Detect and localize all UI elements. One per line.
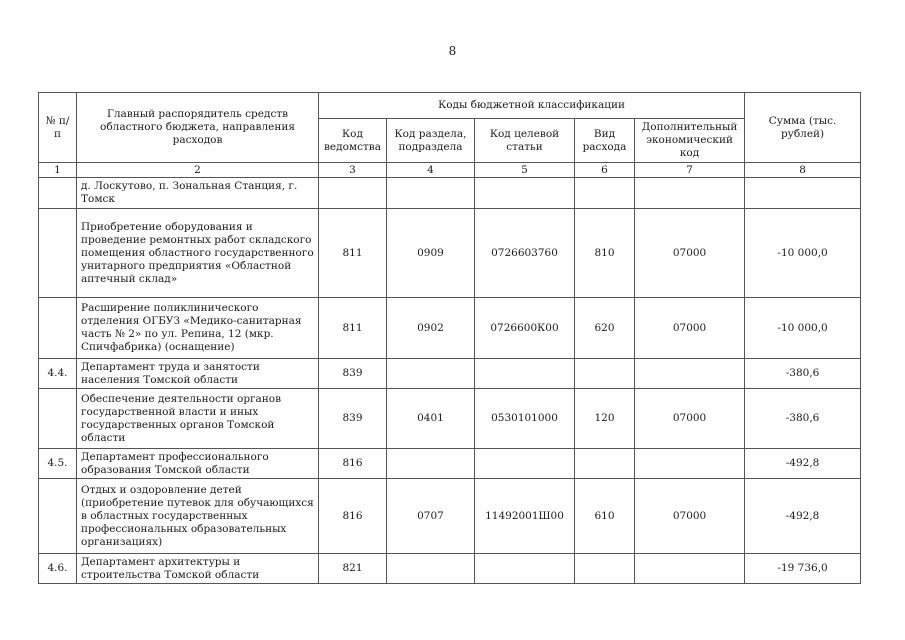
row-extra <box>635 554 745 584</box>
row-num <box>39 178 77 209</box>
col-number: 2 <box>77 163 319 178</box>
row-section <box>387 359 475 389</box>
row-type: 120 <box>575 389 635 449</box>
row-name: Департамент архитектуры и строительства Томской области <box>77 554 319 584</box>
row-type <box>575 449 635 479</box>
header-name: Главный распорядитель средств областного бюджета, направления расходов <box>77 93 319 163</box>
table-row <box>39 359 861 389</box>
header-sum: Сумма (тыс. рублей) <box>745 93 861 163</box>
header-target-code: Код целевой статьи <box>475 119 575 163</box>
row-sum: -380,6 <box>745 359 861 389</box>
row-target: 0726600К00 <box>475 298 575 359</box>
row-target: 11492001Ш00 <box>475 479 575 554</box>
row-name: Отдых и оздоровление детей (приобретение путевок для обучающихся в областных государственных профессиональных образовательных организациях) <box>77 479 319 554</box>
row-type: 610 <box>575 479 635 554</box>
row-section <box>387 178 475 209</box>
row-target <box>475 449 575 479</box>
row-name: Департамент профессионального образования Томской области <box>77 449 319 479</box>
row-dept: 816 <box>319 479 387 554</box>
table-row <box>39 209 861 298</box>
row-dept: 821 <box>319 554 387 584</box>
row-type <box>575 178 635 209</box>
row-type <box>575 554 635 584</box>
header-extra-code: Дополнительный экономический код <box>635 119 745 163</box>
row-section: 0401 <box>387 389 475 449</box>
col-number: 4 <box>387 163 475 178</box>
row-section: 0909 <box>387 209 475 298</box>
row-dept: 811 <box>319 209 387 298</box>
row-extra <box>635 178 745 209</box>
row-dept: 811 <box>319 298 387 359</box>
row-section: 0902 <box>387 298 475 359</box>
table-row <box>39 479 861 554</box>
row-sum: -380,6 <box>745 389 861 449</box>
row-sum <box>745 178 861 209</box>
row-num: 4.4. <box>39 359 77 389</box>
header-dept-code: Код ведомства <box>319 119 387 163</box>
col-number: 8 <box>745 163 861 178</box>
table-row <box>39 389 861 449</box>
row-extra: 07000 <box>635 298 745 359</box>
row-extra: 07000 <box>635 389 745 449</box>
row-type: 620 <box>575 298 635 359</box>
row-target <box>475 359 575 389</box>
page-number: 8 <box>448 44 457 58</box>
table-row <box>39 554 861 584</box>
col-number: 6 <box>575 163 635 178</box>
row-name: Расширение поликлинического отделения ОГБУЗ «Медико-санитарная часть № 2» по ул. Репина, 12 (мкр. Спичфабрика) (оснащение) <box>77 298 319 359</box>
row-num: 4.6. <box>39 554 77 584</box>
row-target <box>475 178 575 209</box>
row-num <box>39 389 77 449</box>
row-num <box>39 209 77 298</box>
row-target: 0726603760 <box>475 209 575 298</box>
row-dept <box>319 178 387 209</box>
row-num <box>39 298 77 359</box>
budget-table <box>38 92 861 584</box>
row-dept: 816 <box>319 449 387 479</box>
row-sum: -19 736,0 <box>745 554 861 584</box>
header-num: № п/п <box>39 93 77 163</box>
row-dept: 839 <box>319 389 387 449</box>
row-section <box>387 449 475 479</box>
row-section <box>387 554 475 584</box>
row-type: 810 <box>575 209 635 298</box>
row-name: Приобретение оборудования и проведение ремонтных работ складского помещения областного государственного унитарного предприятия «Областной аптечный склад» <box>77 209 319 298</box>
row-extra: 07000 <box>635 209 745 298</box>
table-row <box>39 178 861 209</box>
row-num: 4.5. <box>39 449 77 479</box>
row-num <box>39 479 77 554</box>
row-target <box>475 554 575 584</box>
row-extra: 07000 <box>635 479 745 554</box>
header-codes-group: Коды бюджетной классификации <box>319 93 745 119</box>
table-row <box>39 298 861 359</box>
row-sum: -492,8 <box>745 479 861 554</box>
col-number: 7 <box>635 163 745 178</box>
row-section: 0707 <box>387 479 475 554</box>
header-expense-type: Вид расхода <box>575 119 635 163</box>
row-sum: -10 000,0 <box>745 298 861 359</box>
row-name: д. Лоскутово, п. Зональная Станция, г. Томск <box>77 178 319 209</box>
row-target: 0530101000 <box>475 389 575 449</box>
row-extra <box>635 359 745 389</box>
row-dept: 839 <box>319 359 387 389</box>
table-row <box>39 449 861 479</box>
col-number: 1 <box>39 163 77 178</box>
row-type <box>575 359 635 389</box>
row-name: Обеспечение деятельности органов государственной власти и иных государственных органов Томской области <box>77 389 319 449</box>
row-name: Департамент труда и занятости населения Томской области <box>77 359 319 389</box>
row-sum: -10 000,0 <box>745 209 861 298</box>
header-section-code: Код раздела, подраздела <box>387 119 475 163</box>
row-extra <box>635 449 745 479</box>
col-number: 3 <box>319 163 387 178</box>
row-sum: -492,8 <box>745 449 861 479</box>
col-number: 5 <box>475 163 575 178</box>
